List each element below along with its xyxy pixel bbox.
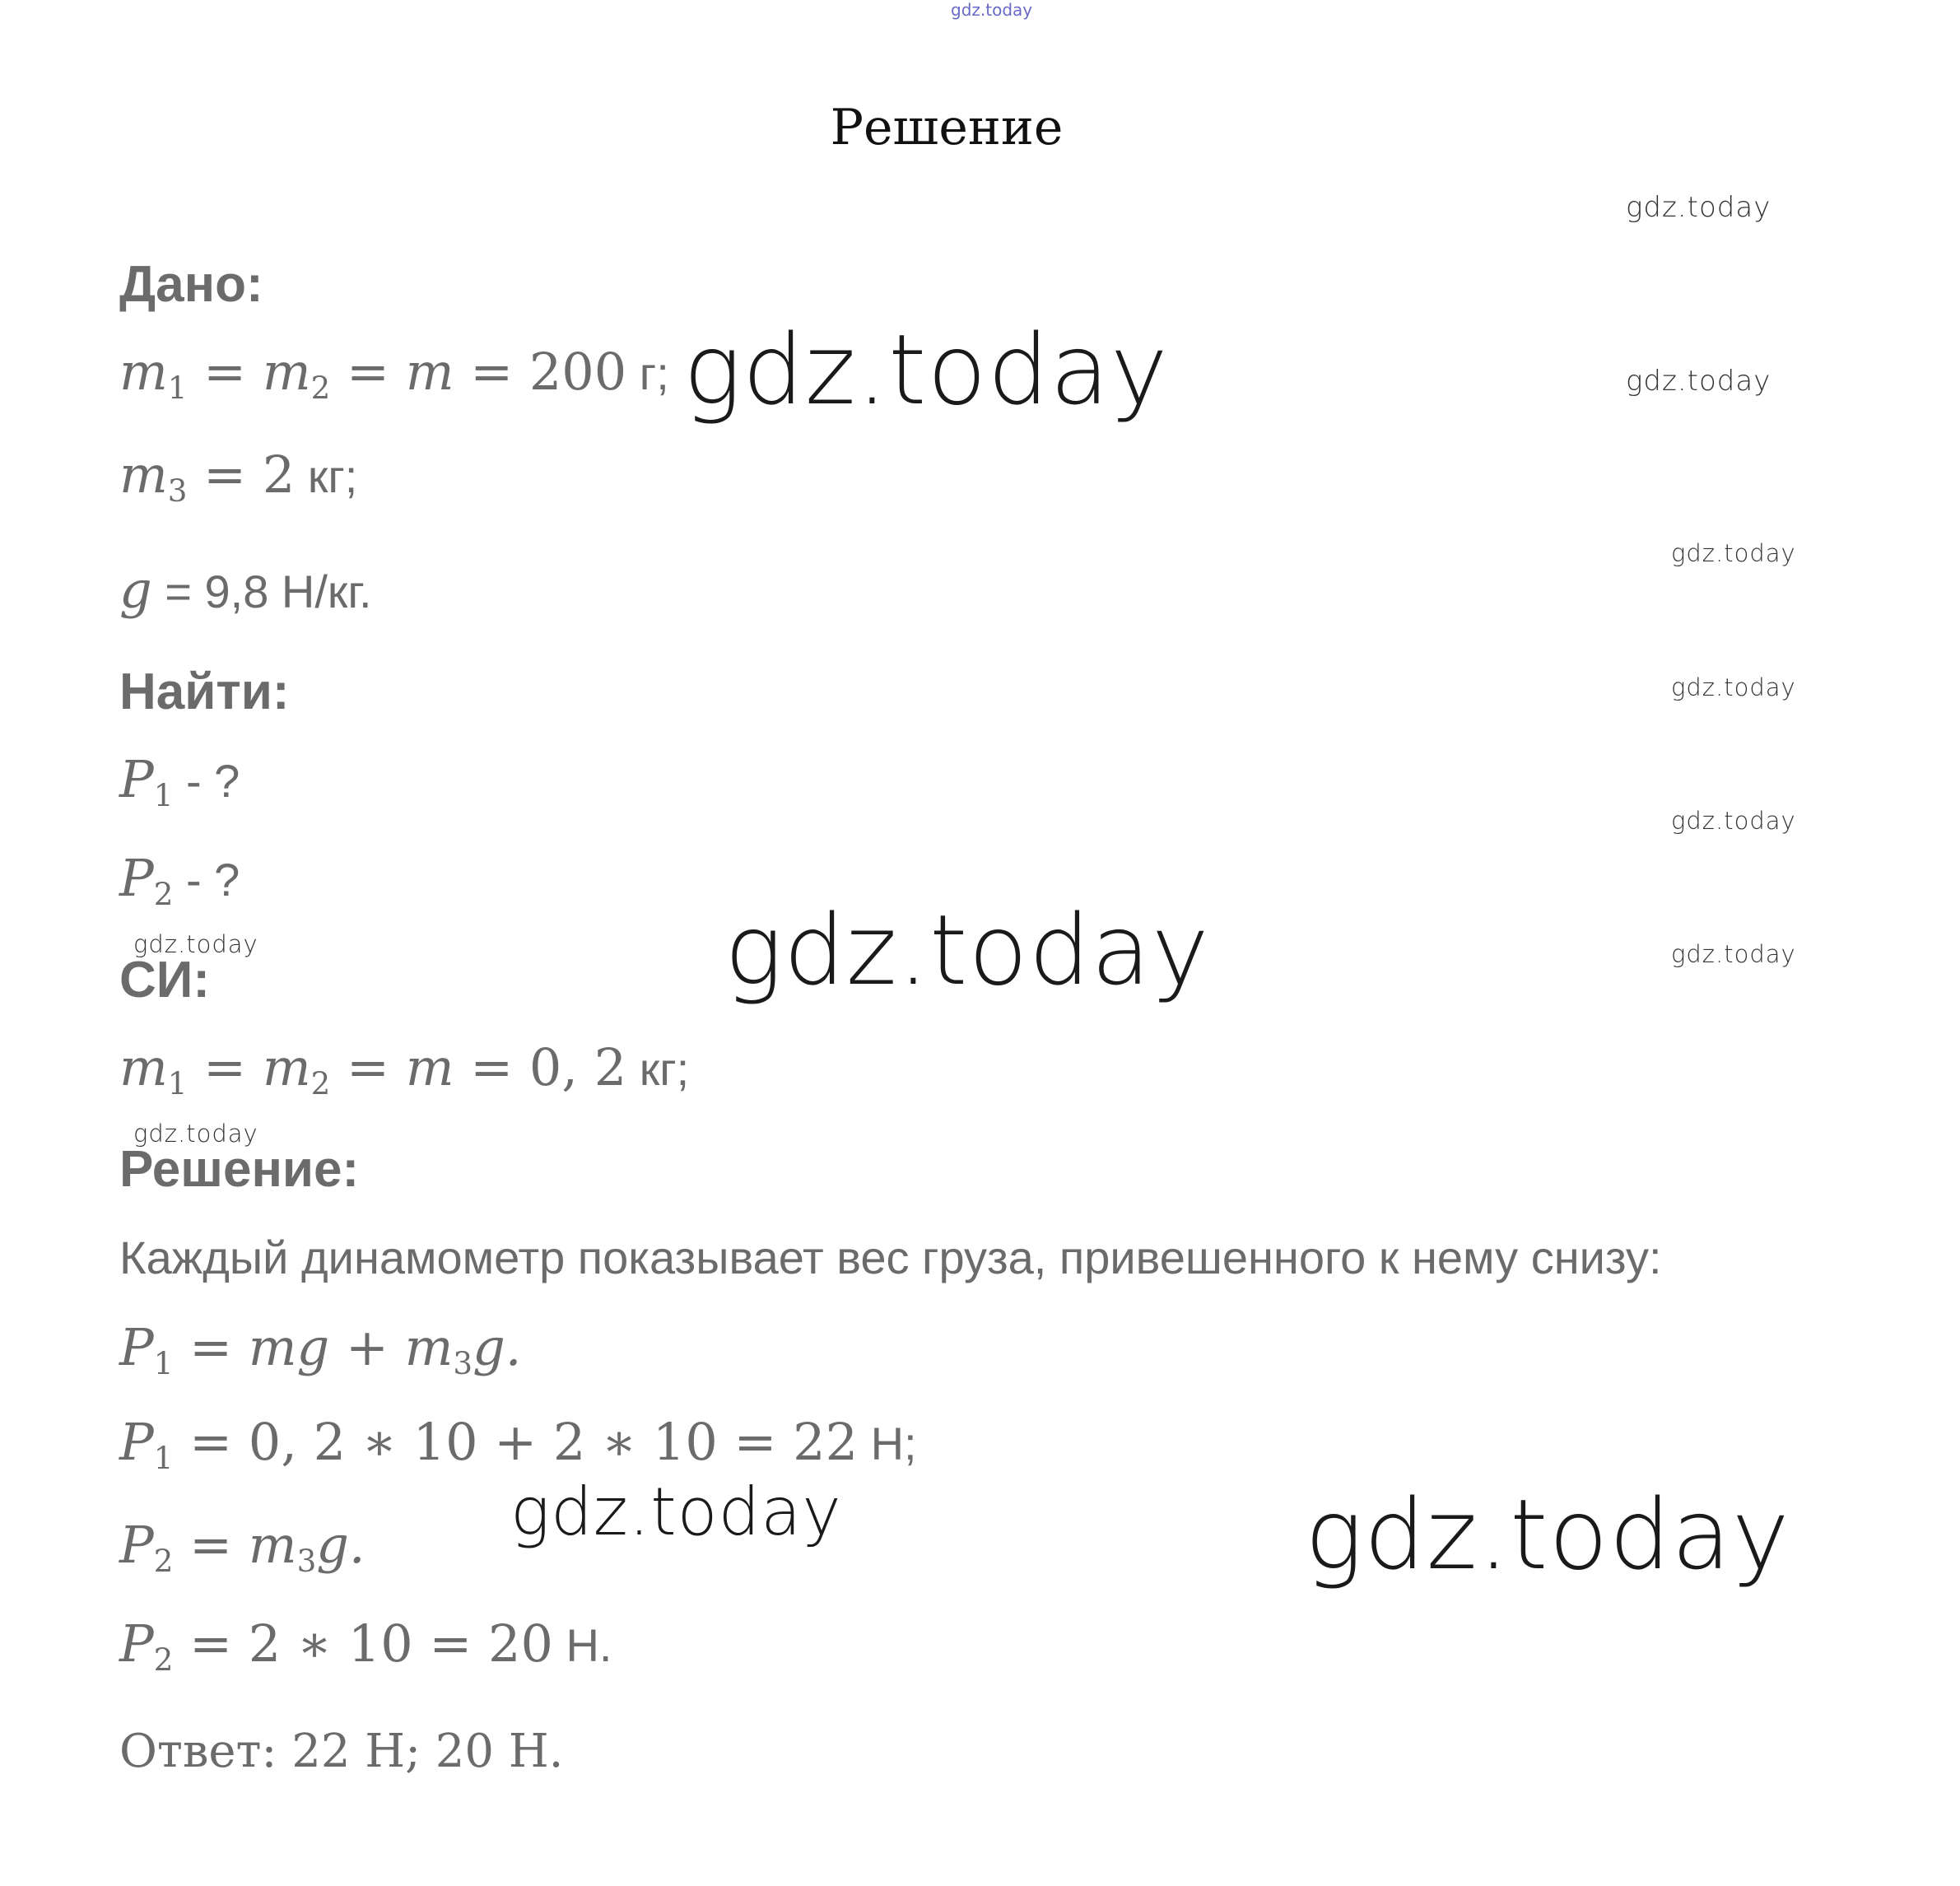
term-mg: mg — [248, 1317, 330, 1377]
eq2-expression: = 0, 2 ∗ 10 + 2 ∗ 10 = 22 — [173, 1412, 859, 1472]
m3-value: 2 — [262, 445, 296, 505]
sub-1: 1 — [167, 1065, 188, 1102]
sub-p1: 1 — [153, 1440, 174, 1477]
sub-p1: 1 — [153, 777, 174, 814]
watermark: gdz.today — [683, 313, 1169, 426]
find-p2-rest: - ? — [173, 854, 240, 906]
sub-p2: 2 — [153, 876, 174, 913]
m3-unit: кг; — [295, 450, 358, 502]
term-m3: m — [404, 1317, 454, 1377]
term-g: g. — [316, 1515, 365, 1575]
term-m3: m — [248, 1515, 297, 1575]
var-m: m — [405, 342, 454, 402]
var-m: m — [405, 1037, 454, 1097]
var-m1: m — [119, 342, 168, 402]
find-heading: Найти: — [119, 664, 290, 720]
sub-1: 1 — [167, 370, 188, 407]
watermark: gdz.today — [1305, 1478, 1790, 1591]
sub-p2: 2 — [153, 1543, 174, 1580]
si-mass-unit: кг; — [626, 1043, 690, 1095]
var-p1: P — [119, 1412, 154, 1472]
watermark: gdz.today — [1626, 365, 1771, 398]
top-watermark: gdz.today — [951, 0, 1033, 20]
eq4-expression: = 2 ∗ 10 = 20 — [173, 1614, 553, 1674]
watermark: gdz.today — [133, 930, 258, 958]
sub-3: 3 — [296, 1543, 317, 1580]
solution-eq3: $P_2 = m_3g$. — [119, 1515, 365, 1580]
sub-p2: 2 — [153, 1642, 174, 1679]
var-m2: m — [262, 1037, 311, 1097]
watermark: gdz.today — [1671, 807, 1796, 835]
si-mass-value: 0, 2 — [528, 1037, 627, 1097]
var-p2: P — [119, 848, 154, 908]
sub-3: 3 — [167, 473, 188, 510]
watermark: gdz.today — [1671, 940, 1796, 968]
eq2-unit: Н; — [858, 1418, 917, 1469]
var-p2: P — [119, 1614, 154, 1674]
watermark: gdz.today — [1671, 539, 1796, 567]
sub-p1: 1 — [153, 1345, 174, 1382]
find-p1 — [119, 749, 240, 813]
watermark: gdz.today — [1671, 673, 1796, 701]
solution-eq2 — [119, 1412, 917, 1476]
sub-2: 2 — [310, 1065, 331, 1102]
var-p1: P — [119, 749, 154, 809]
given-m3-equation: $m_3 = 2$ кг; — [119, 445, 358, 510]
sub-2: 2 — [310, 370, 331, 407]
var-m2: m — [262, 342, 311, 402]
page-title: Решение — [830, 99, 1064, 156]
solution-heading: Решение: — [119, 1141, 360, 1198]
term-g: g. — [473, 1317, 522, 1377]
g-value: = 9,8 Н/кг. — [151, 566, 372, 617]
var-p1: P — [119, 1317, 154, 1377]
sub-3: 3 — [453, 1345, 473, 1382]
watermark: gdz.today — [1626, 191, 1771, 224]
si-heading: СИ: — [119, 952, 210, 1008]
si-masses-equation: $m_1 = m_2 = m = 0$, 2 кг; — [119, 1037, 690, 1102]
var-m1: m — [119, 1037, 168, 1097]
find-p1-rest: - ? — [173, 755, 240, 807]
find-p2 — [119, 848, 240, 912]
mass-unit: г; — [626, 347, 669, 399]
watermark: gdz.today — [724, 893, 1210, 1007]
mass-value: 200 — [528, 342, 627, 402]
solution-eq1: $P_1$ = mg + $m_3g$. — [119, 1317, 522, 1382]
given-masses-equation: $m_1 = m_2 = m = 200$ г; — [119, 342, 669, 407]
var-g: g — [119, 560, 152, 620]
watermark: gdz.today — [510, 1474, 842, 1550]
eq4-unit: Н. — [552, 1619, 612, 1671]
solution-eq4 — [119, 1614, 612, 1678]
given-heading: Дано: — [119, 256, 263, 313]
answer-line: Ответ: 22 Н; 20 Н. — [119, 1725, 564, 1778]
watermark: gdz.today — [133, 1120, 258, 1148]
var-m3: m — [119, 445, 168, 505]
var-p2: P — [119, 1515, 154, 1575]
given-g-equation — [119, 560, 372, 620]
solution-text: Каждый динамометр показывает вес груза, привешенного к нему снизу: — [119, 1232, 1662, 1283]
